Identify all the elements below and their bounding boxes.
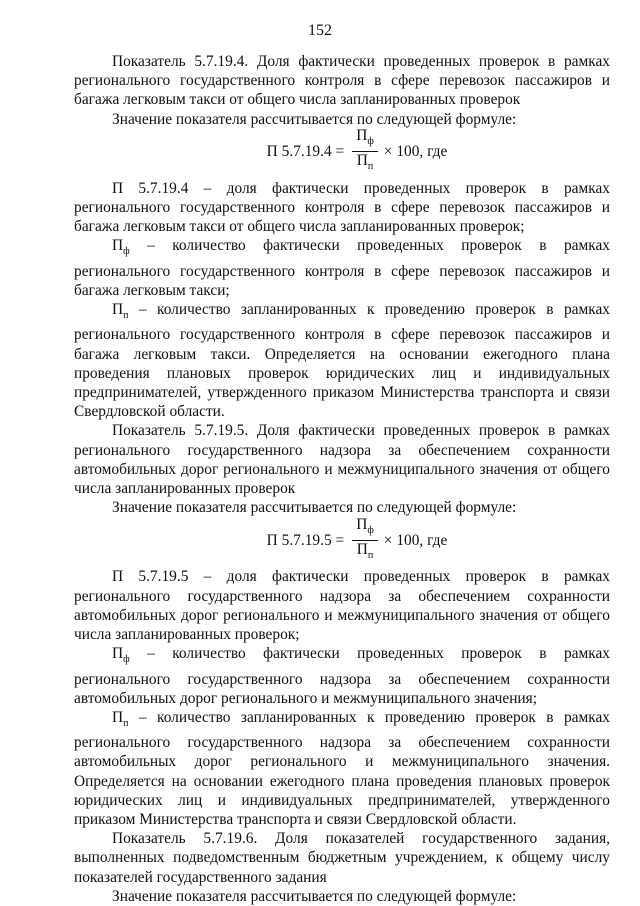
symbol-p: П — [112, 645, 124, 663]
symbol-p: П — [112, 708, 124, 726]
formula-denominator — [353, 152, 377, 176]
formula-intro-1: Значение показателя рассчитывается по следующей формуле: — [112, 110, 517, 128]
definition-text: – количество запланированных к проведению проверок в рамках регионального государственного контроля в сфере перевозок пассажиров и багажа легковым такси. Определяется на основании ежегодного плана проведения плановых проверок юридических лиц и индивидуальных предпринимателей, утвержденного приказом Министерства транспорта и связи Свердловской области. — [74, 301, 610, 421]
denominator-subscript: п — [367, 161, 374, 173]
formula-lhs: П 5.7.19.4 = — [266, 143, 345, 161]
symbol-subscript: п — [123, 718, 129, 729]
symbol-p: П — [112, 301, 124, 319]
definition-p-fact-2 — [74, 644, 610, 708]
indicator-5-7-19-5-title: Показатель 5.7.19.5. Доля фактически проведенных проверок в рамках регионального государственного надзора за обеспечением сохранности автомобильных дорог регионального и межмуниципального значения от общего числа запланированных проверок — [74, 422, 610, 498]
definition-5-7-19-5: П 5.7.19.5 – доля фактически проведенных проверок в рамках регионального государственного надзора за обеспечением сохранности автомобильных дорог регионального и межмуниципального значения от общего числа запланированных проверок; — [74, 568, 610, 644]
formula-fraction — [352, 516, 378, 565]
definition-p-fact-1 — [74, 236, 610, 300]
formula-5-7-19-5 — [74, 515, 610, 561]
numerator-symbol: П — [356, 515, 368, 533]
page-number: 152 — [308, 22, 332, 39]
symbol-subscript: ф — [123, 246, 130, 258]
formula-numerator — [352, 516, 378, 541]
definition-p-plan-1 — [74, 300, 610, 421]
definition-text: – количество фактически проведенных проверок в рамках регионального государственного надзора за обеспечением сохранности автомобильных дорог регионального и межмуниципального значения; — [74, 645, 610, 707]
definition-text: – количество запланированных к проведению проверок в рамках регионального государственного надзора за обеспечением сохранности автомобильных дорог регионального и межмуниципального значения. Определяется на основании ежегодного плана проведения плановых проверок юридических лиц и индивидуальных предпринимателей, утвержденного приказом Министерства транспорта и связи Свердловской области. — [74, 708, 610, 829]
indicator-5-7-19-4-title: Показатель 5.7.19.4. Доля фактически проведенных проверок в рамках регионального государственного контроля в сфере перевозок пассажиров и багажа легковым такси от общего числа запланированных проверок — [74, 53, 610, 109]
numerator-subscript: ф — [367, 136, 374, 148]
numerator-symbol: П — [356, 127, 368, 145]
definition-p-plan-2 — [74, 708, 610, 829]
document-body — [74, 52, 610, 906]
symbol-p: П — [112, 237, 124, 255]
definition-5-7-19-4: П 5.7.19.4 – доля фактически проведенных проверок в рамках регионального государственного контроля в сфере перевозок пассажиров и багажа легковым такси от общего числа запланированных проверок; — [74, 179, 610, 236]
numerator-subscript: ф — [367, 524, 374, 536]
formula-fraction — [352, 127, 378, 176]
denominator-subscript: п — [367, 550, 374, 561]
formula-5-7-19-4 — [74, 127, 610, 173]
formula-lhs: П 5.7.19.5 = — [266, 531, 345, 549]
formula-rhs: × 100, где — [383, 143, 448, 161]
formula-intro-3: Значение показателя рассчитывается по следующей формуле: — [112, 887, 517, 905]
definition-text: – количество фактически проведенных проверок в рамках регионального государственного контроля в сфере перевозок пассажиров и багажа легковым такси; — [74, 237, 610, 299]
formula-intro-2: Значение показателя рассчитывается по следующей формуле: — [112, 499, 517, 517]
denominator-symbol: П — [356, 152, 368, 170]
indicator-5-7-19-6-title: Показатель 5.7.19.6. Доля показателей государственного задания, выполненных подведомственным бюджетным учреждением, к общему числу показателей государственного задания — [74, 830, 610, 886]
symbol-subscript: ф — [123, 654, 130, 666]
symbol-subscript: п — [123, 310, 129, 322]
formula-rhs: × 100, где — [383, 531, 448, 549]
formula-numerator — [352, 127, 378, 152]
denominator-symbol: П — [356, 540, 368, 558]
formula-denominator — [353, 541, 377, 565]
